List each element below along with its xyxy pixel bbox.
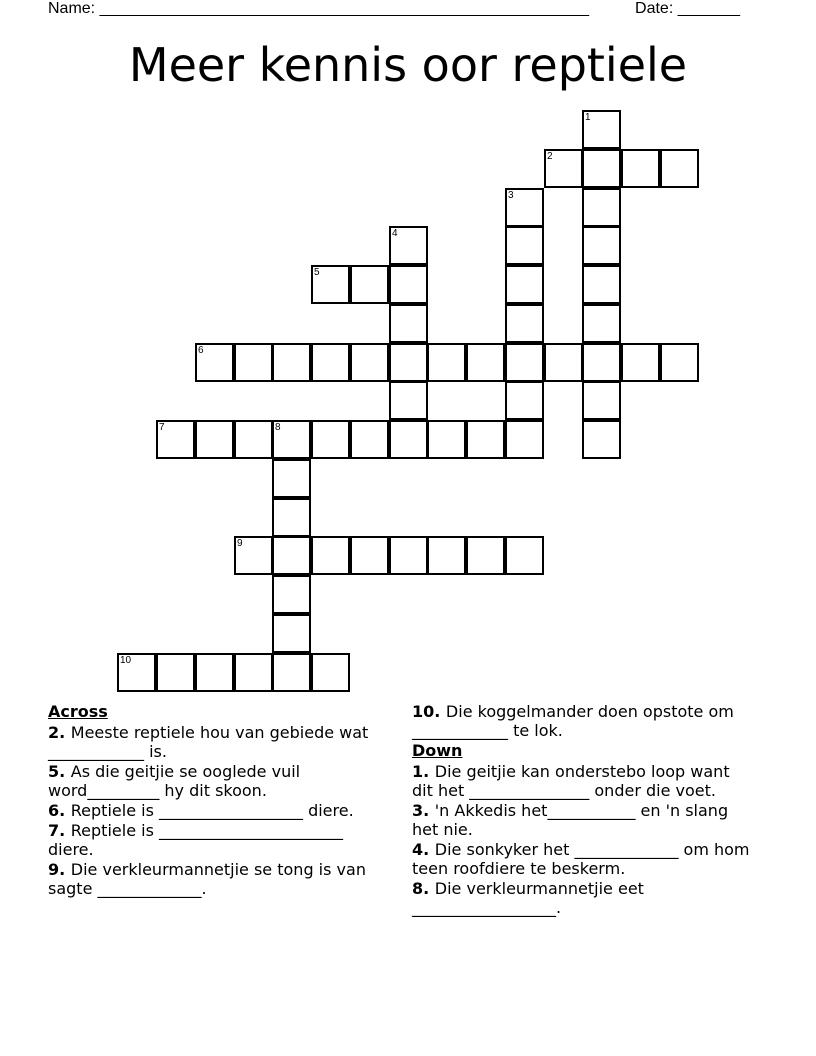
across-clue-list-continued (412, 702, 752, 740)
clue-number: 6 (198, 345, 204, 356)
clue-item (412, 702, 752, 740)
clue-number: 5. (48, 762, 71, 781)
clue-item (412, 801, 752, 839)
grid-cell[interactable] (272, 575, 311, 614)
grid-cell[interactable] (350, 343, 389, 382)
grid-cell[interactable] (505, 265, 544, 304)
clue-number: 8 (275, 422, 281, 433)
grid-cell[interactable] (389, 343, 428, 382)
grid-cell[interactable] (311, 536, 350, 575)
grid-cell[interactable] (582, 343, 621, 382)
grid-cell[interactable] (389, 304, 428, 343)
grid-cell[interactable] (582, 381, 621, 420)
grid-cell[interactable] (389, 226, 428, 265)
clue-number: 4. (412, 840, 435, 859)
clue-item (412, 762, 752, 800)
clue-text: Die koggelmander doen opstote om ____________ te lok. (412, 702, 734, 740)
clue-number: 1 (585, 112, 591, 123)
grid-cell[interactable] (389, 381, 428, 420)
clue-number: 2. (48, 723, 71, 742)
down-clue-list (412, 762, 752, 917)
grid-cell[interactable] (272, 420, 311, 459)
clue-text: Die geitjie kan onderstebo loop want dit het _______________ onder die voet. (412, 762, 730, 800)
grid-cell[interactable] (505, 343, 544, 382)
grid-cell[interactable] (621, 343, 660, 382)
clue-item (48, 860, 378, 898)
clue-number: 3 (508, 190, 514, 201)
clue-number: 6. (48, 801, 71, 820)
grid-cell[interactable] (234, 536, 273, 575)
grid-cell[interactable] (117, 653, 156, 692)
clue-number: 9 (237, 538, 243, 549)
grid-cell[interactable] (427, 343, 466, 382)
grid-cell[interactable] (621, 149, 660, 188)
grid-cell[interactable] (466, 343, 505, 382)
grid-cell[interactable] (195, 653, 234, 692)
clue-number: 3. (412, 801, 435, 820)
right-clue-column (412, 702, 752, 918)
grid-cell[interactable] (582, 110, 621, 149)
grid-cell[interactable] (389, 420, 428, 459)
grid-cell[interactable] (505, 188, 544, 227)
grid-cell[interactable] (544, 149, 583, 188)
across-clue-list (48, 723, 378, 898)
clue-text: 'n Akkedis het___________ en 'n slang het nie. (412, 801, 729, 839)
down-heading: Down (412, 741, 463, 760)
grid-cell[interactable] (582, 226, 621, 265)
clue-item (48, 762, 378, 800)
grid-cell[interactable] (272, 343, 311, 382)
clue-number: 8. (412, 879, 435, 898)
grid-cell[interactable] (466, 536, 505, 575)
clue-text: Reptiele is __________________ diere. (70, 801, 354, 820)
grid-cell[interactable] (234, 653, 273, 692)
across-clues (48, 702, 378, 899)
grid-cell[interactable] (272, 536, 311, 575)
grid-cell[interactable] (272, 498, 311, 537)
grid-cell[interactable] (582, 188, 621, 227)
grid-cell[interactable] (195, 343, 234, 382)
grid-cell[interactable] (195, 420, 234, 459)
grid-cell[interactable] (427, 536, 466, 575)
grid-cell[interactable] (582, 304, 621, 343)
grid-cell[interactable] (466, 420, 505, 459)
grid-cell[interactable] (350, 536, 389, 575)
clue-number: 9. (48, 860, 71, 879)
grid-cell[interactable] (234, 420, 273, 459)
grid-cell[interactable] (389, 265, 428, 304)
clue-item (48, 821, 378, 859)
grid-cell[interactable] (350, 265, 389, 304)
clue-text: Die verkleurmannetjie se tong is van sagte _____________. (48, 860, 366, 898)
clue-number: 7 (159, 422, 165, 433)
clue-item (48, 801, 378, 820)
clue-number: 5 (314, 267, 320, 278)
clue-number: 2 (547, 151, 553, 162)
grid-cell[interactable] (389, 536, 428, 575)
clue-text: Die sonkyker het _____________ om hom teen roofdiere te beskerm. (412, 840, 750, 878)
grid-cell[interactable] (311, 420, 350, 459)
clue-number: 10. (412, 702, 446, 721)
grid-cell[interactable] (350, 420, 389, 459)
across-heading: Across (48, 702, 108, 721)
grid-cell[interactable] (311, 265, 350, 304)
grid-cell[interactable] (505, 536, 544, 575)
clue-text: As die geitjie se ooglede vuil word_________ hy dit skoon. (48, 762, 301, 800)
clue-number: 4 (392, 228, 398, 239)
clue-text: Meeste reptiele hou van gebiede wat ____________ is. (48, 723, 369, 761)
grid-cell[interactable] (582, 420, 621, 459)
clue-text: Reptiele is _______________________ diere. (48, 821, 343, 859)
grid-cell[interactable] (582, 149, 621, 188)
clue-item (412, 879, 752, 917)
grid-cell[interactable] (505, 304, 544, 343)
page-title: Meer kennis oor reptiele (128, 38, 688, 92)
grid-cell[interactable] (660, 149, 699, 188)
grid-cell[interactable] (156, 653, 195, 692)
grid-cell[interactable] (272, 614, 311, 653)
grid-cell[interactable] (505, 420, 544, 459)
date-field[interactable]: Date: _______ (635, 0, 740, 17)
grid-cell[interactable] (311, 653, 350, 692)
clue-text: Die verkleurmannetjie eet __________________. (412, 879, 644, 917)
clue-number: 10 (120, 655, 132, 666)
name-field[interactable]: Name: _______________________________________________________ (48, 0, 589, 17)
grid-cell[interactable] (582, 265, 621, 304)
grid-cell[interactable] (311, 343, 350, 382)
grid-cell[interactable] (272, 459, 311, 498)
grid-cell[interactable] (544, 343, 583, 382)
clue-number: 7. (48, 821, 71, 840)
clue-item (48, 723, 378, 761)
grid-cell[interactable] (505, 381, 544, 420)
grid-cell[interactable] (156, 420, 195, 459)
grid-cell[interactable] (427, 420, 466, 459)
clue-item (412, 840, 752, 878)
grid-cell[interactable] (272, 653, 311, 692)
grid-cell[interactable] (660, 343, 699, 382)
grid-cell[interactable] (234, 343, 273, 382)
grid-cell[interactable] (505, 226, 544, 265)
clue-number: 1. (412, 762, 435, 781)
